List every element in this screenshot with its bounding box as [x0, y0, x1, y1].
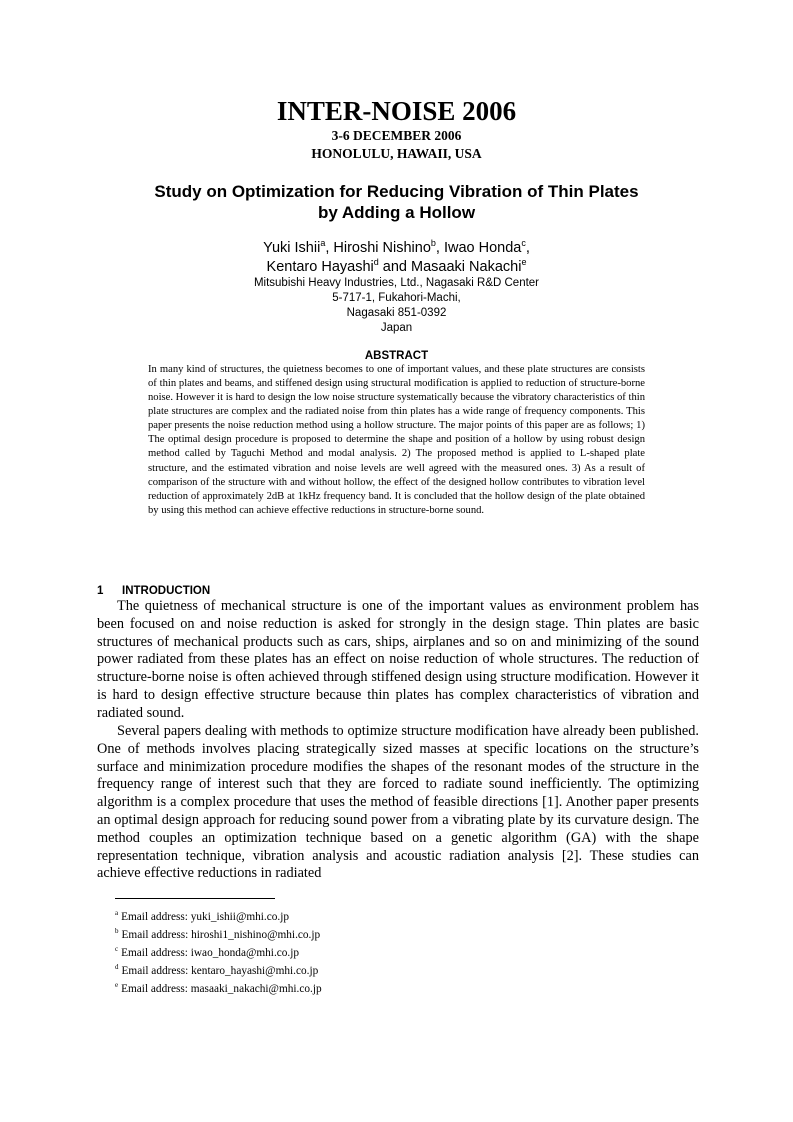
footnote — [115, 978, 322, 996]
abstract-heading: ABSTRACT — [364, 350, 429, 362]
section-heading-introduction — [97, 584, 210, 598]
affiliation-line-3: Nagasaki 851-0392 — [346, 307, 447, 319]
author-mark: a — [320, 238, 326, 249]
author-mark: c — [521, 238, 526, 249]
affiliation-line-4: Japan — [380, 322, 413, 334]
paper-title-line-2: by Adding a Hollow — [317, 203, 476, 222]
author-line-2 — [0, 258, 793, 276]
conference-title: INTER-NOISE 2006 — [276, 96, 517, 126]
section-title: INTRODUCTION — [122, 585, 211, 597]
footnote-mark: e — [115, 980, 119, 989]
footnote — [115, 960, 322, 978]
intro-paragraph-1: The quietness of mechanical structure is one of the important values as environment problem has been focused on and noise reduction is asked for strongly in the design stage. Thin plates are basic structures of mechanical products such as cars, ships, airplanes and so on and minimizing of the sound power radiated from these plates has an effect on noise reduction of whole structures. The reduction of structure-borne noise is often achieved through stiffened design using structure modification. However it is hard to design effective structure because thin plates has complex characteristics of vibration and radiated sound. — [97, 598, 699, 721]
footnote-text: Email address: yuki_ishii@mhi.co.jp — [121, 910, 290, 923]
footnote — [115, 942, 322, 960]
footnote — [115, 906, 322, 924]
author-conjunction: and — [382, 259, 407, 275]
footnote-mark: b — [115, 926, 119, 935]
author-name: Hiroshi Nishino — [333, 240, 431, 256]
footnote-text: Email address: kentaro_hayashi@mhi.co.jp — [121, 964, 319, 977]
affiliation-line-1: Mitsubishi Heavy Industries, Ltd., Nagasaki R&D Center — [253, 277, 540, 289]
footnote-mark: c — [115, 944, 119, 953]
author-name: Yuki Ishii — [263, 240, 321, 256]
author-mark: d — [373, 257, 379, 268]
footnote-mark: d — [115, 962, 119, 971]
intro-paragraph-2: Several papers dealing with methods to optimize structure modification have already been published. One of methods involves placing strategically sized masses at specific locations on the structure’s surface and minimization procedure modifies the shapes of the resonant modes of the structure in the frequency range of interest such that they are forced to radiate sound inefficiently. The optimizing algorithm is a complex procedure that uses the method of feasible directions [1]. Another paper presents an optimal design approach for reducing sound power from a vibrating plate by its curvature design. The method couples an optimization technique based on a genetic algorithm (GA) with the shape representation technique, vibration analysis and acoustic radiation analysis [2]. These studies can achieve effective reductions in radiated — [97, 723, 699, 882]
section-number: 1 — [97, 585, 104, 597]
affiliation-line-2: 5-717-1, Fukahori-Machi, — [332, 292, 461, 304]
author-mark: b — [430, 238, 436, 249]
footnote-text: Email address: masaaki_nakachi@mhi.co.jp — [121, 982, 322, 995]
footnote-divider — [115, 898, 275, 899]
footnote-list — [115, 906, 322, 996]
footnote-text: Email address: hiroshi1_nishino@mhi.co.jp — [121, 928, 321, 941]
footnote — [115, 924, 322, 942]
author-name: Masaaki Nakachi — [411, 259, 522, 275]
footnote-text: Email address: iwao_honda@mhi.co.jp — [121, 946, 300, 959]
conference-dates: 3-6 DECEMBER 2006 — [331, 128, 462, 143]
author-name: Iwao Honda — [443, 240, 522, 256]
author-name: Kentaro Hayashi — [266, 259, 374, 275]
author-line-1: Yuki Ishii$^a$, Hiroshi Nishino$^b$, Iwao Honda$^c$, — [263, 238, 530, 256]
abstract-text: In many kind of structures, the quietness becomes to one of important values, and these plate structures are consists of thin plates and beams, and stiffened design using structural modification is applied to reduction of structure-borne noise. However it is hard to design the low noise structure systematically because the vibratory characteristics of thin plate structures are complex and the radiated noise from thin plates has a wide range of frequency components. This paper presents the noise reduction method using a hollow structure. The major points of this paper are as follows; 1) The optimal design procedure is proposed to determine the shape and position of a hollow by using robust design method called by Taguchi Method and modal analysis. 2) The proposed method is applied to L-shaped plate structure, and the estimated vibration and noise levels are well agreed with the measured ones. 3) As a result of comparison of the structure with and without hollow, the effect of the designed hollow contributes to vibration level reduction of approximately 2dB at 1kHz frequency band. It is concluded that the hollow design of the plate obtained by using this method can achieve effective reductions in structure-borne sound. — [148, 364, 645, 516]
paper-title-line-1: Study on Optimization for Reducing Vibration of Thin Plates — [154, 182, 639, 201]
author-mark: e — [521, 257, 527, 268]
conference-location: HONOLULU, HAWAII, USA — [311, 146, 482, 161]
footnote-mark: a — [115, 909, 119, 917]
